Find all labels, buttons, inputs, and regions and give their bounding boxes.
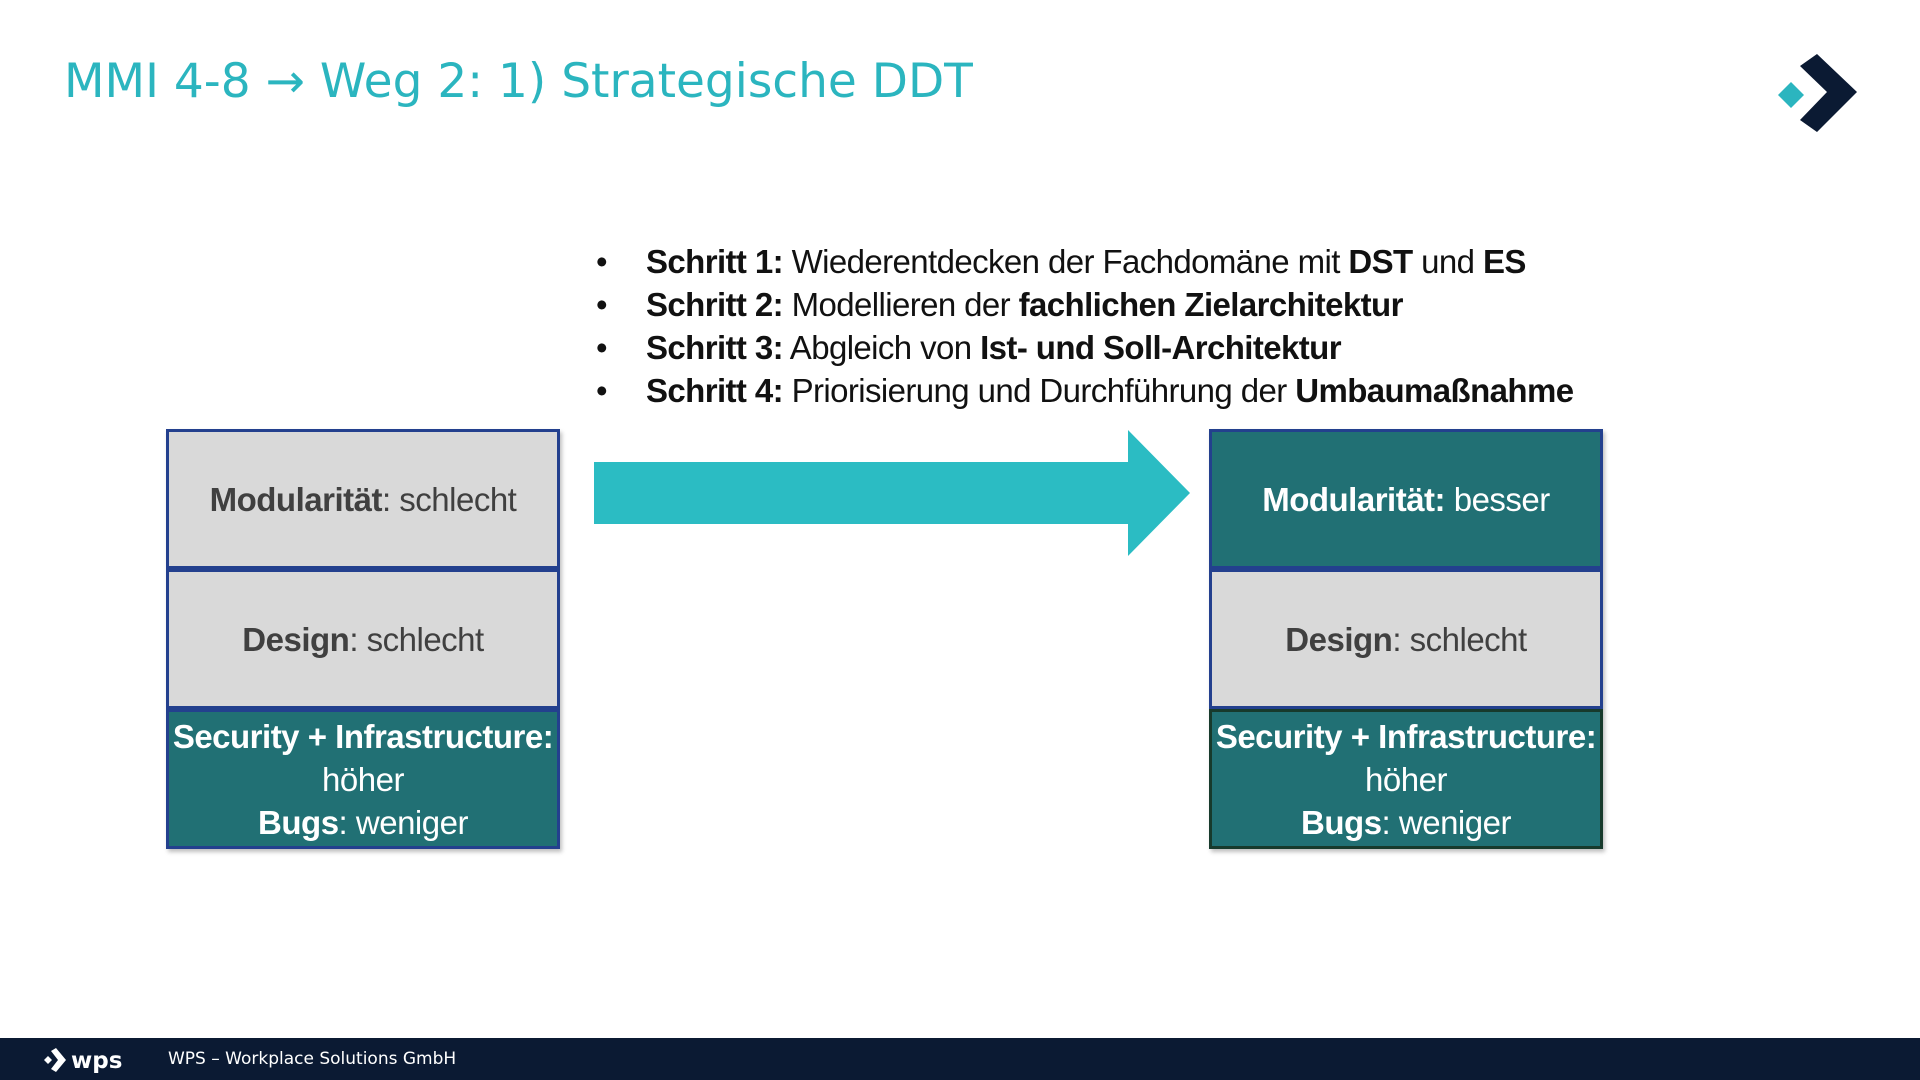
bugs-key: Bugs	[258, 803, 339, 841]
modularity-value: : schlecht	[381, 480, 517, 518]
security-value: höher	[1365, 760, 1447, 798]
design-line	[1285, 618, 1526, 661]
modularity-box	[166, 429, 560, 569]
modularity-box	[1209, 429, 1603, 569]
design-box	[166, 569, 560, 709]
step-item-2	[596, 283, 1573, 326]
target-architecture-stack	[1209, 429, 1603, 849]
design-box	[1209, 569, 1603, 709]
security-label: Security + Infrastructure:	[1215, 717, 1597, 755]
footer-bar	[0, 1038, 1920, 1080]
modularity-value: besser	[1445, 480, 1550, 518]
modularity-key: Modularität:	[1262, 480, 1446, 518]
modularity-key: Modularität	[209, 480, 382, 518]
step-text: und	[1412, 243, 1483, 280]
step-emphasis: fachlichen Zielarchitektur	[1018, 286, 1403, 323]
step-text: Abgleich von	[783, 329, 981, 366]
step-label: Schritt 1:	[646, 243, 784, 280]
step-item-1	[596, 240, 1573, 283]
step-label: Schritt 3:	[646, 329, 784, 366]
bugs-line	[1301, 801, 1511, 844]
current-architecture-stack	[166, 429, 560, 849]
step-label: Schritt 4:	[646, 372, 784, 409]
security-label: Security + Infrastructure:	[172, 717, 554, 755]
design-value: : schlecht	[349, 620, 484, 658]
right-arrow-icon	[594, 430, 1190, 556]
design-key: Design	[242, 620, 350, 658]
step-emphasis: Umbaumaßnahme	[1295, 372, 1574, 409]
step-text: Priorisierung und Durchführung der	[783, 372, 1296, 409]
security-bugs-box	[166, 709, 560, 849]
step-emphasis: DST	[1348, 243, 1413, 280]
security-value: höher	[322, 760, 404, 798]
modularity-line	[1262, 478, 1550, 521]
design-key: Design	[1285, 620, 1393, 658]
wps-logo-icon	[44, 1046, 144, 1074]
design-line	[242, 618, 483, 661]
step-text: Wiederentdecken der Fachdomäne mit	[783, 243, 1349, 280]
security-bugs-box	[1209, 709, 1603, 849]
step-emphasis: ES	[1483, 243, 1526, 280]
steps-list	[596, 240, 1573, 412]
design-value: : schlecht	[1392, 620, 1527, 658]
footer-company: WPS – Workplace Solutions GmbH	[168, 1049, 457, 1069]
step-item-4	[596, 369, 1573, 412]
footer-logo-text: wps	[71, 1048, 123, 1074]
step-item-3	[596, 326, 1573, 369]
step-text: Modellieren der	[783, 286, 1019, 323]
bugs-line	[258, 801, 468, 844]
bugs-value: : weniger	[1381, 803, 1511, 841]
chevron-logo-icon	[1776, 50, 1866, 140]
step-label: Schritt 2:	[646, 286, 784, 323]
bugs-value: : weniger	[338, 803, 468, 841]
slide-title: MMI 4-8 → Weg 2: 1) Strategische DDT	[64, 54, 973, 109]
modularity-line	[210, 478, 517, 521]
step-emphasis: Ist- und Soll-Architektur	[980, 329, 1341, 366]
bugs-key: Bugs	[1301, 803, 1382, 841]
